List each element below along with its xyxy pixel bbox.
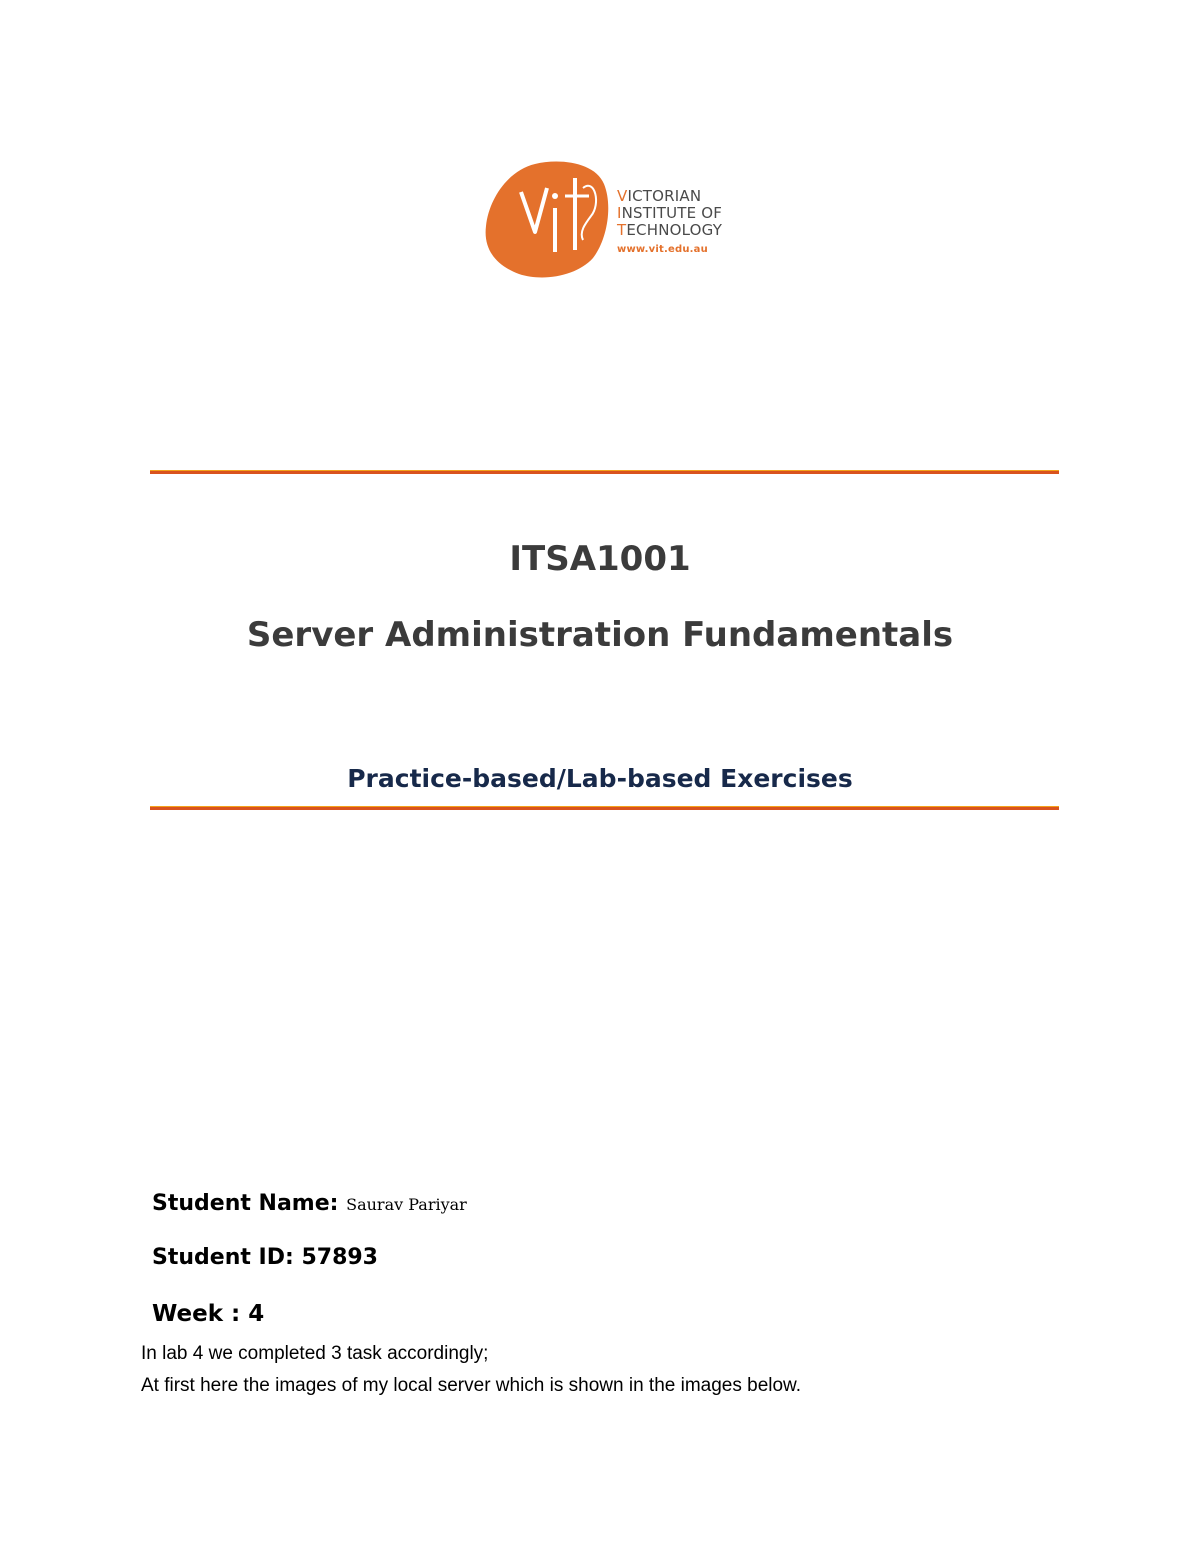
logo-line-victorian: VICTORIAN — [617, 187, 702, 205]
body-paragraph-2: At first here the images of my local server which is shown in the images below. — [141, 1375, 802, 1396]
logo-line-technology: TECHNOLOGY — [617, 221, 723, 239]
bottom-divider-rule — [150, 806, 1059, 810]
course-title: Server Administration Fundamentals — [246, 615, 954, 655]
student-name-value: Saurav Pariyar — [346, 1195, 467, 1214]
student-id-label: Student ID: — [152, 1245, 294, 1270]
logo-wordmark — [617, 188, 722, 258]
student-id-field — [152, 1245, 378, 1270]
exercise-subtitle: Practice-based/Lab-based Exercises — [347, 764, 853, 793]
week-field — [152, 1301, 264, 1327]
week-label: Week : — [152, 1301, 241, 1327]
student-name-field — [152, 1191, 467, 1216]
student-id-value: 57893 — [301, 1245, 378, 1270]
logo-line-institute: INSTITUTE OF — [617, 204, 723, 222]
vit-logo-mark — [483, 158, 615, 280]
student-name-label: Student Name: — [152, 1191, 339, 1216]
course-code: ITSA1001 — [509, 539, 691, 579]
institute-logo — [483, 158, 733, 280]
logo-url: www.vit.edu.au — [617, 244, 708, 255]
top-divider-rule — [150, 470, 1059, 474]
body-paragraph-1: In lab 4 we completed 3 task accordingly; — [141, 1343, 489, 1364]
week-value: 4 — [248, 1301, 265, 1327]
